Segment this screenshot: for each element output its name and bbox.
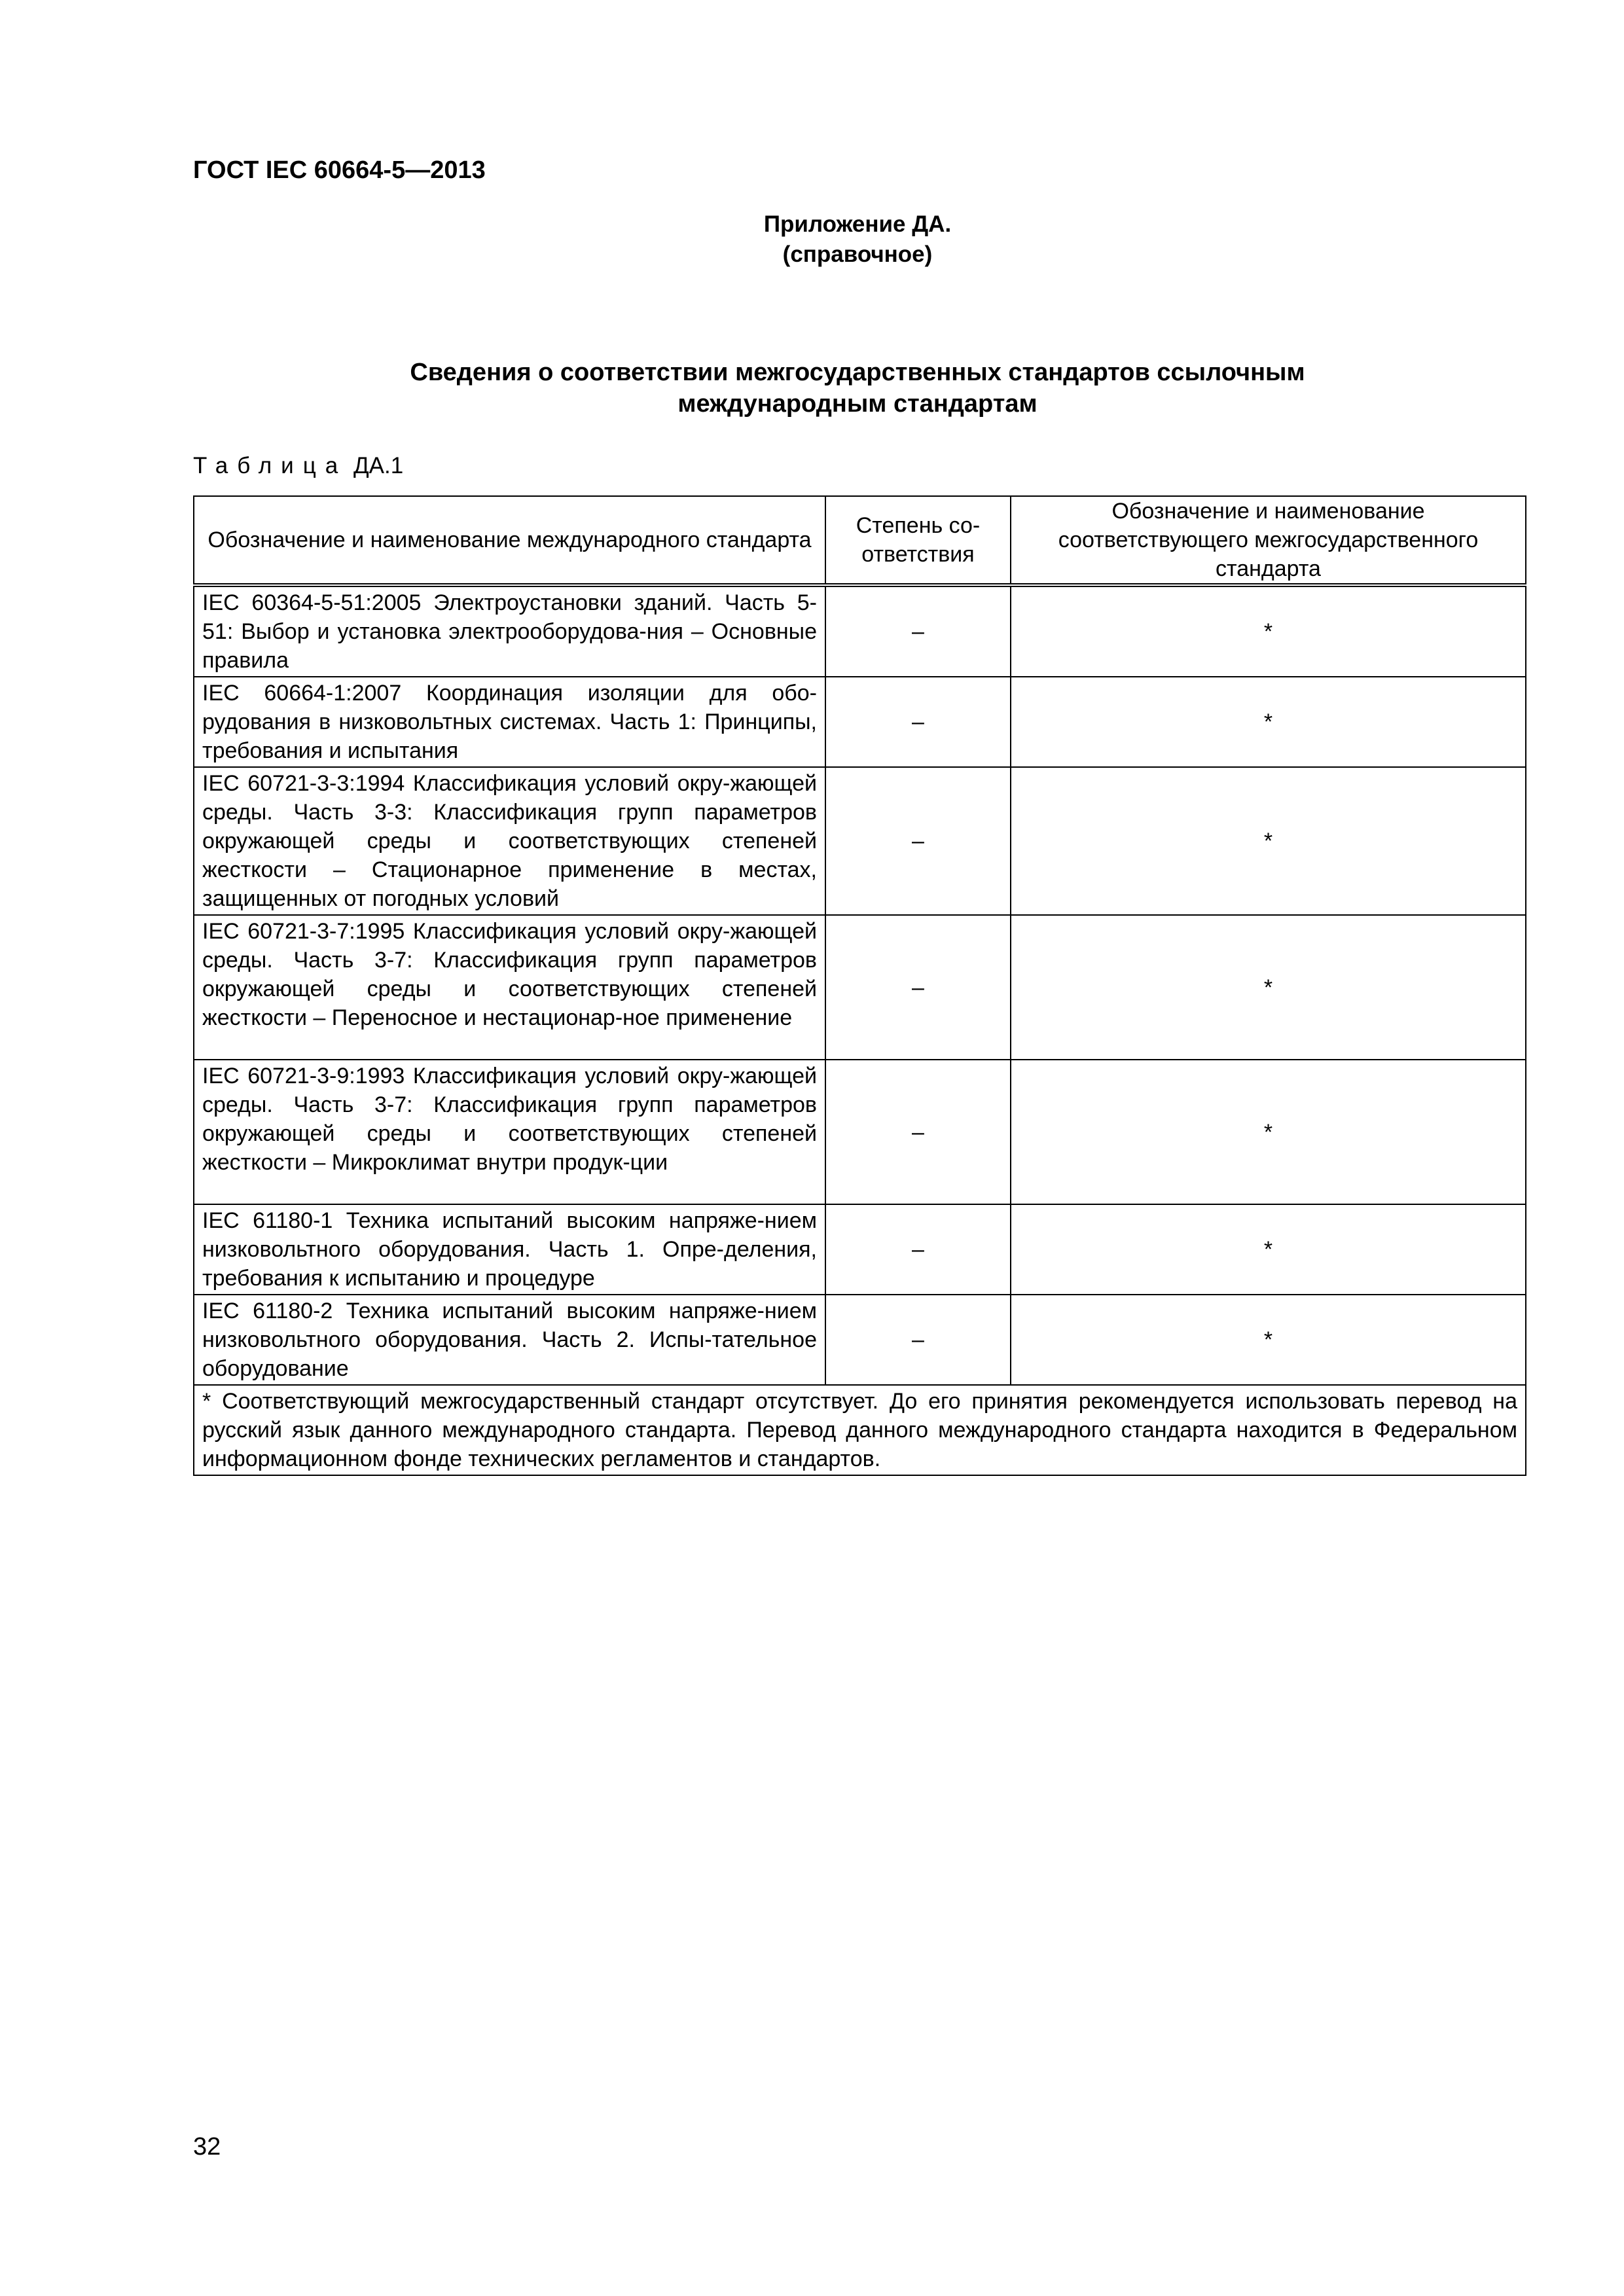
degree-cell: –	[825, 1295, 1011, 1385]
interstate-standard-cell: *	[1011, 1295, 1526, 1385]
table-header-row	[194, 496, 1526, 585]
interstate-standard-cell: *	[1011, 585, 1526, 677]
standard-name-cell: IEC 60721-3-9:1993 Классификация условий окру-жающей среды. Часть 3-7: Классификация групп параметров окружающей среды и соответствующих степеней жесткости – Микроклимат внутри продук-ции	[194, 1060, 825, 1204]
table-row	[194, 1295, 1526, 1385]
table-row	[194, 1204, 1526, 1295]
document-code: ГОСТ IEC 60664-5—2013	[193, 156, 486, 184]
standard-name-cell: IEC 61180-2 Техника испытаний высоким напряже-нием низковольтного оборудования. Часть 2. Испы-тательное оборудование	[194, 1295, 825, 1385]
standard-name-cell: IEC 60364-5-51:2005 Электроустановки зданий. Часть 5-51: Выбор и установка электрооборудова-ния – Основные правила	[194, 585, 825, 677]
column-header-interstate-standard: Обозначение и наименование соответствующего межгосударственного стандарта	[1011, 496, 1526, 585]
column-header-degree: Степень со-ответствия	[825, 496, 1011, 585]
standard-name-cell: IEC 60664-1:2007 Координация изоляции для обо-рудования в низковольтных системах. Часть 1: Принципы, требования и испытания	[194, 677, 825, 767]
standard-name-cell: IEC 60721-3-7:1995 Классификация условий окру-жающей среды. Часть 3-7: Классификация групп параметров окружающей среды и соответствующих степеней жесткости – Переносное и нестационар-ное применение	[194, 915, 825, 1060]
standards-table	[193, 495, 1526, 1476]
table-caption	[193, 450, 403, 482]
interstate-standard-cell: *	[1011, 915, 1526, 1060]
annex-heading	[687, 209, 1028, 270]
table-row	[194, 767, 1526, 915]
standard-name-cell: IEC 60721-3-3:1994 Классификация условий окру-жающей среды. Часть 3-3: Классификация групп параметров окружающей среды и соответствующих степеней жесткости – Стационарное применение в местах, защищенных от погодных условий	[194, 767, 825, 915]
section-title	[193, 357, 1522, 420]
degree-cell: –	[825, 1204, 1011, 1295]
table-row	[194, 677, 1526, 767]
interstate-standard-cell: *	[1011, 1060, 1526, 1204]
section-title-line-1: Сведения о соответствии межгосударственных стандартов ссылочным	[410, 359, 1305, 386]
table-caption-number: ДА.1	[353, 453, 404, 478]
table-caption-word: Таблица	[193, 453, 348, 478]
page-number: 32	[193, 2133, 221, 2161]
degree-cell: –	[825, 677, 1011, 767]
annex-status: (справочное)	[782, 242, 933, 267]
table-footnote: * Соответствующий межгосударственный стандарт отсутствует. До его принятия рекомендуется использовать перевод на русский язык данного международного стандарта. Перевод данного международного стандарта находится в Федеральном информационном фонде технических регламентов и стандартов.	[194, 1385, 1526, 1475]
interstate-standard-cell: *	[1011, 1204, 1526, 1295]
section-title-line-2: международным стандартам	[677, 390, 1038, 418]
table-row	[194, 915, 1526, 1060]
column-header-international-standard: Обозначение и наименование международного стандарта	[194, 496, 825, 585]
degree-cell: –	[825, 915, 1011, 1060]
standard-name-cell: IEC 61180-1 Техника испытаний высоким напряже-нием низковольтного оборудования. Часть 1. Опре-деления, требования к испытанию и процедуре	[194, 1204, 825, 1295]
annex-title: Приложение ДА.	[763, 211, 952, 237]
degree-cell: –	[825, 767, 1011, 915]
interstate-standard-cell: *	[1011, 677, 1526, 767]
interstate-standard-cell: *	[1011, 767, 1526, 915]
table-row	[194, 1060, 1526, 1204]
degree-cell: –	[825, 585, 1011, 677]
table-row	[194, 585, 1526, 677]
degree-cell: –	[825, 1060, 1011, 1204]
table-footnote-row	[194, 1385, 1526, 1475]
